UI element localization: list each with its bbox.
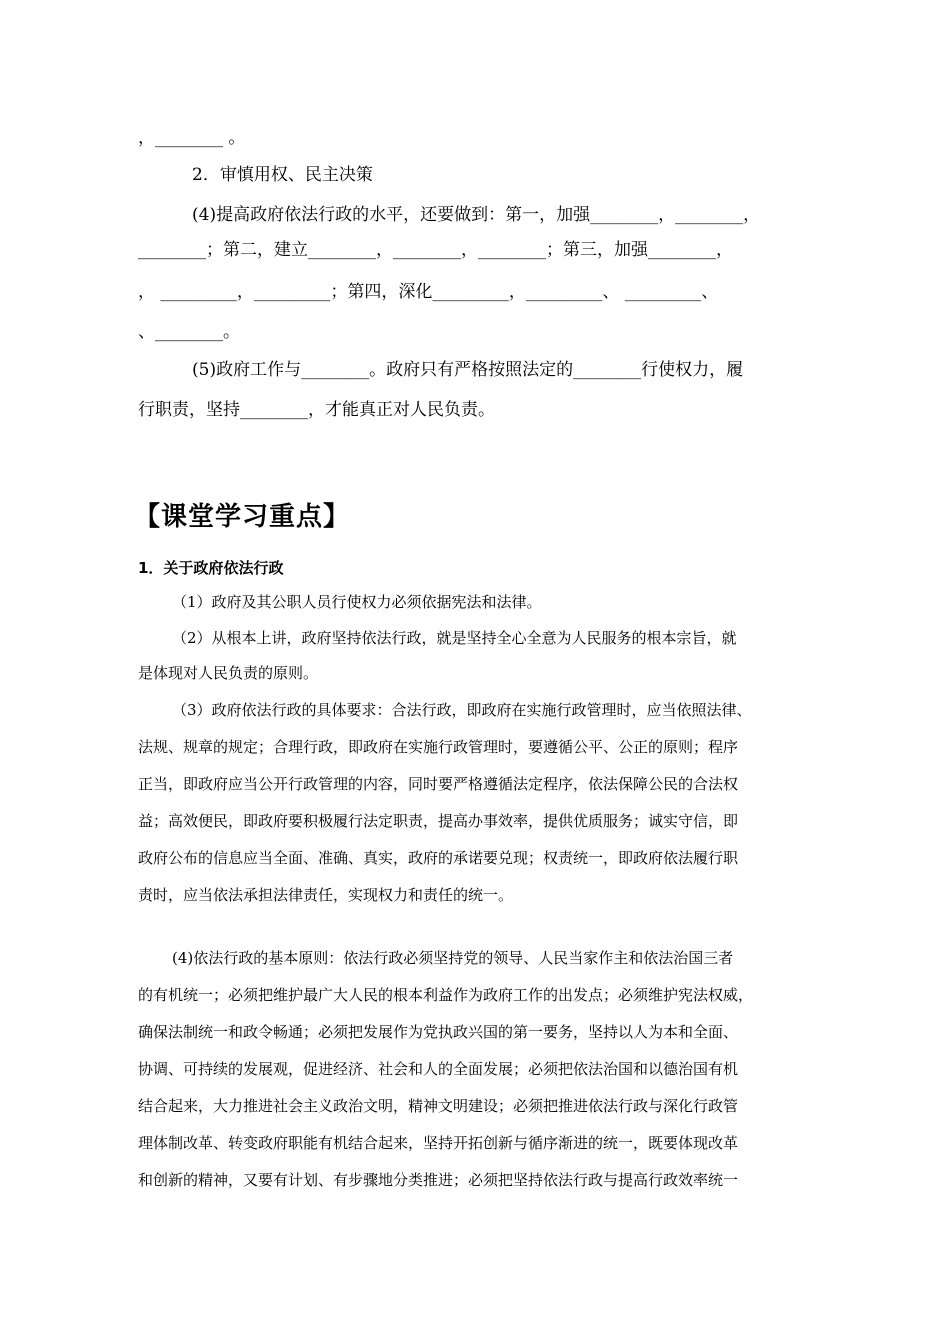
paragraph-line: 是体现对人民负责的原则。 <box>138 664 319 682</box>
item-4-line-1: (4)提高政府依法行政的水平，还要做到：第一，加强________，________， <box>192 205 761 225</box>
section-subtitle: 1．关于政府依法行政 <box>138 559 284 577</box>
item-4-line-4: 、________。 <box>138 322 240 342</box>
paragraph-line: （2）从根本上讲，政府坚持依法行政，就是坚持全心全意为人民服务的根本宗旨，就 <box>172 629 737 647</box>
paragraph-line: 和创新的精神，又要有计划、有步骤地分类推进；必须把坚持依法行政与提高行政效率统一 <box>138 1171 739 1189</box>
item-4-line-2: ________；第二，建立________，________，________；第三，加强________， <box>138 240 733 260</box>
paragraph-line: 法规、规章的规定；合理行政，即政府在实施行政管理时，要遵循公平、公正的原则；程序 <box>138 738 739 756</box>
item-5-line-1: (5)政府工作与________。政府只有严格按照法定的________行使权力，履 <box>192 360 744 380</box>
paragraph-line: 益；高效便民，即政府要积极履行法定职责，提高办事效率，提供优质服务；诚实守信，即 <box>138 812 739 830</box>
paragraph-line: 的有机统一；必须把维护最广大人民的根本利益作为政府工作的出发点；必须维护宪法权威， <box>138 986 754 1004</box>
paragraph-line: 协调、可持续的发展观，促进经济、社会和人的全面发展；必须把依法治国和以德治国有机 <box>138 1060 739 1078</box>
item-5-line-2: 行职责，坚持________，才能真正对人民负责。 <box>138 400 495 420</box>
exercise-line-1: ，________ 。 <box>138 128 246 148</box>
item-4-line-3: ， _________，_________；第四，深化_________，_________、 _________、 <box>138 282 719 302</box>
paragraph-line: 确保法制统一和政令畅通；必须把发展作为党执政兴国的第一要务，坚持以人为本和全面、 <box>138 1023 739 1041</box>
paragraph-line: （1）政府及其公职人员行使权力必须依据宪法和法律。 <box>172 593 542 611</box>
item-2-title: 2．审慎用权、民主决策 <box>192 165 373 185</box>
paragraph-line: （3）政府依法行政的具体要求：合法行政，即政府在实施行政管理时，应当依照法律、 <box>172 701 752 719</box>
paragraph-line: 责时，应当依法承担法律责任，实现权力和责任的统一。 <box>138 886 514 904</box>
paragraph-line: 政府公布的信息应当全面、准确、真实，政府的承诺要兑现；权责统一，即政府依法履行职 <box>138 849 739 867</box>
paragraph-line: 理体制改革、转变政府职能有机结合起来，坚持开拓创新与循序渐进的统一，既要体现改革 <box>138 1134 739 1152</box>
paragraph-line: (4)依法行政的基本原则：依法行政必须坚持党的领导、人民当家作主和依法治国三者 <box>172 949 734 967</box>
section-title: 【课堂学习重点】 <box>134 502 351 532</box>
paragraph-line: 结合起来，大力推进社会主义政治文明，精神文明建设；必须把推进依法行政与深化行政管 <box>138 1097 739 1115</box>
paragraph-line: 正当，即政府应当公开行政管理的内容，同时要严格遵循法定程序，依法保障公民的合法权 <box>138 775 739 793</box>
